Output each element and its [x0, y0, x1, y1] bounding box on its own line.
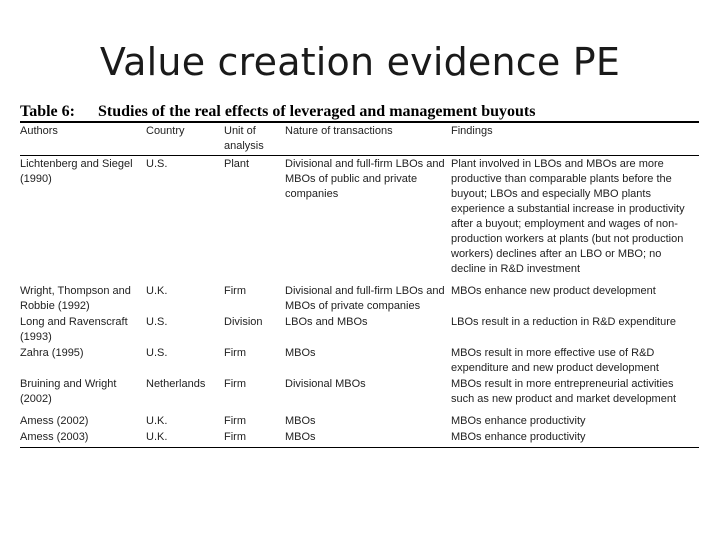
header-unit-of-analysis: Unit of analysis [224, 123, 285, 156]
cell-country: U.K. [146, 285, 168, 297]
table-caption-label: Table 6: [20, 103, 75, 120]
table-row [20, 283, 699, 314]
studies-table-block [20, 102, 699, 448]
cell-findings: MBOs enhance new product development [451, 285, 656, 297]
table-row [20, 156, 699, 284]
cell-authors: Bruining and Wright (2002) [20, 378, 117, 405]
table-row [20, 314, 699, 345]
table-row [20, 429, 699, 448]
header-nature-of-transactions: Nature of transactions [285, 123, 451, 156]
table-body [20, 156, 699, 448]
cell-authors: Long and Ravenscraft (1993) [20, 316, 128, 343]
cell-country: U.K. [146, 415, 168, 427]
table-row [20, 345, 699, 376]
cell-country: Netherlands [146, 378, 206, 390]
table-caption-text: Studies of the real effects of leveraged and management buyouts [98, 103, 536, 120]
table-caption [20, 102, 699, 121]
table-row [20, 413, 699, 429]
cell-findings: LBOs result in a reduction in R&D expenditure [451, 316, 677, 328]
header-country: Country [146, 123, 224, 156]
cell-nature: MBOs [285, 347, 316, 359]
cell-authors: Amess (2003) [20, 429, 146, 448]
cell-country: U.S. [146, 158, 168, 170]
cell-unit: Firm [224, 429, 285, 448]
slide-title: Value creation evidence PE [99, 40, 621, 84]
cell-findings: Plant involved in LBOs and MBOs are more productive than comparable plants before the buyout; LBOs and especially MBO plants experience a substantial increase in productivity after a buyout; employment and wages of non-production workers at plants (but not production workers) declines after an LBO or MBO; no decline in R&D investment [451, 158, 685, 275]
cell-nature: LBOs and MBOs [285, 316, 368, 328]
table-header [20, 123, 699, 156]
cell-nature: Divisional and full-firm LBOs and MBOs of public and private companies [285, 158, 445, 200]
cell-country: U.S. [146, 347, 168, 359]
cell-unit: Plant [224, 158, 250, 170]
cell-findings: MBOs enhance productivity [451, 429, 699, 448]
cell-country: U.K. [146, 429, 224, 448]
cell-authors: Zahra (1995) [20, 347, 84, 359]
cell-unit: Division [224, 316, 263, 328]
cell-unit: Firm [224, 285, 246, 297]
cell-unit: Firm [224, 347, 246, 359]
cell-findings: MBOs enhance productivity [451, 415, 586, 427]
table-row [20, 376, 699, 413]
cell-nature: Divisional and full-firm LBOs and MBOs of private companies [285, 285, 445, 312]
studies-table [20, 123, 699, 448]
header-authors: Authors [20, 123, 146, 156]
cell-nature: MBOs [285, 429, 451, 448]
header-findings: Findings [451, 123, 699, 156]
cell-findings: MBOs result in more effective use of R&D expenditure and new product development [451, 347, 659, 374]
cell-authors: Lichtenberg and Siegel (1990) [20, 158, 133, 185]
header-row [20, 123, 699, 156]
cell-unit: Firm [224, 415, 246, 427]
cell-findings: MBOs result in more entrepreneurial activities such as new product and market development [451, 378, 677, 405]
cell-authors: Amess (2002) [20, 415, 89, 427]
cell-nature: Divisional MBOs [285, 378, 366, 390]
cell-country: U.S. [146, 316, 168, 328]
cell-unit: Firm [224, 378, 246, 390]
cell-nature: MBOs [285, 415, 316, 427]
cell-authors: Wright, Thompson and Robbie (1992) [20, 285, 131, 312]
